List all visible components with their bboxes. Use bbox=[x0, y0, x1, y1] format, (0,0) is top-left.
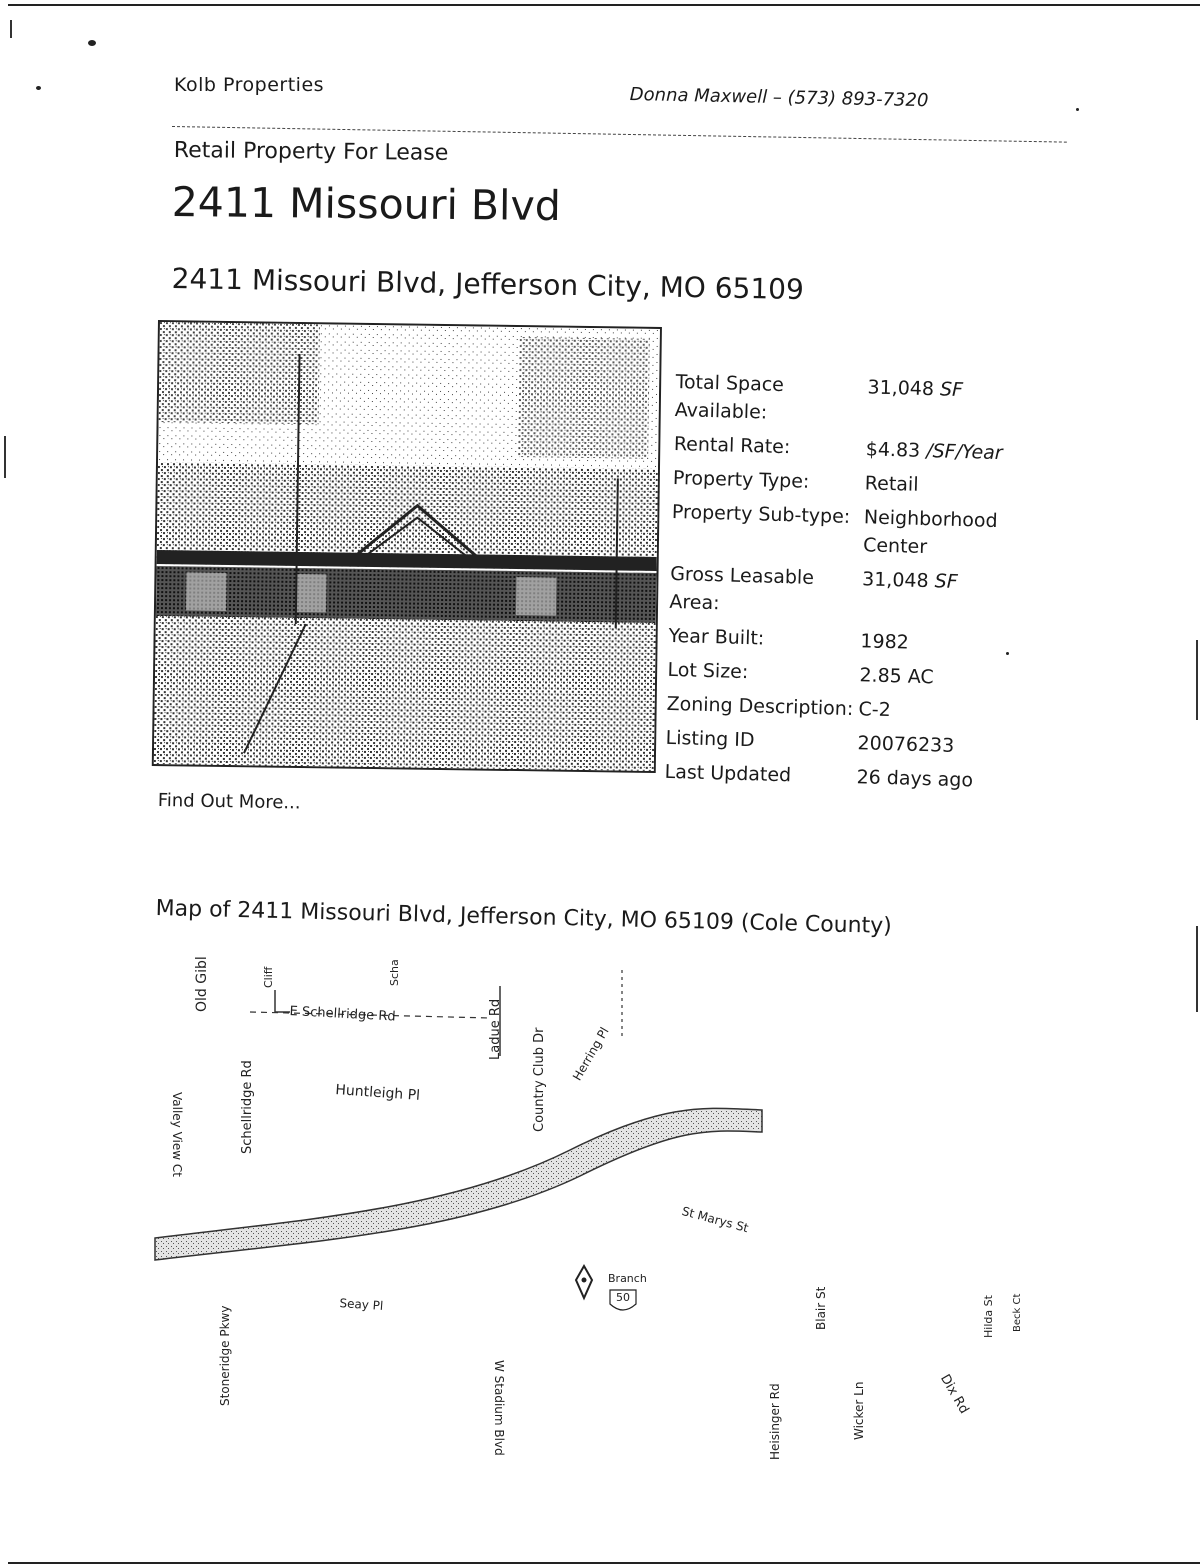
street-label-old-gibl: Old Gibl bbox=[194, 956, 210, 1012]
route-50-label: 50 bbox=[616, 1291, 630, 1304]
detail-value-text: $4.83 bbox=[865, 438, 921, 462]
page-border-bottom bbox=[8, 1562, 1200, 1564]
detail-row bbox=[668, 622, 1029, 660]
detail-value-text: 26 days ago bbox=[856, 766, 974, 792]
scan-mark bbox=[1196, 926, 1198, 1012]
detail-unit: /SF/Year bbox=[925, 440, 1003, 465]
street-label-heisinger-rd: Heisinger Rd bbox=[768, 1383, 782, 1460]
street-label-schellridge-rd: Schellridge Rd bbox=[240, 1060, 255, 1154]
detail-row bbox=[666, 690, 1027, 728]
street-label-huntleigh-pl: Huntleigh Pl bbox=[334, 1082, 421, 1104]
street-label-country-club-dr: Country Club Dr bbox=[532, 1027, 547, 1132]
detail-value bbox=[859, 661, 1028, 694]
detail-value bbox=[857, 729, 1026, 762]
storefront-photo-image bbox=[154, 322, 660, 771]
detail-value-text: 20076233 bbox=[857, 732, 955, 757]
detail-value bbox=[865, 435, 1034, 468]
location-marker-icon bbox=[576, 1266, 592, 1298]
detail-label: Rental Rate: bbox=[673, 432, 791, 459]
agent-contact: Donna Maxwell – (573) 893-7320 bbox=[629, 84, 929, 112]
detail-label: Gross Leasable Area: bbox=[669, 562, 815, 615]
detail-value-text: 31,048 bbox=[867, 376, 935, 401]
detail-row bbox=[673, 430, 1034, 468]
company-name: Kolb Properties bbox=[174, 74, 325, 96]
scan-mark bbox=[10, 20, 12, 38]
detail-value bbox=[858, 695, 1027, 728]
detail-row bbox=[669, 560, 1030, 626]
scan-mark bbox=[1196, 640, 1198, 720]
detail-value bbox=[856, 763, 1025, 796]
detail-label: Listing ID bbox=[665, 726, 755, 752]
street-label-w-stadium-blvd: W Stadium Blvd bbox=[492, 1360, 506, 1456]
detail-label: Total Space Available: bbox=[674, 370, 785, 424]
detail-value bbox=[860, 627, 1029, 660]
detail-value-text: 1982 bbox=[860, 630, 910, 654]
street-label-valley-view-ct: Valley View Ct bbox=[170, 1092, 184, 1177]
detail-value bbox=[861, 565, 1030, 626]
detail-label: Year Built: bbox=[668, 624, 765, 650]
find-out-more-link[interactable]: Find Out More... bbox=[157, 790, 301, 814]
property-photo bbox=[152, 320, 662, 773]
detail-unit: SF bbox=[939, 378, 964, 402]
detail-label: Lot Size: bbox=[667, 658, 749, 684]
street-label-branch: Branch bbox=[608, 1272, 647, 1285]
street-label-stoneridge-pkwy: Stoneridge Pkwy bbox=[218, 1305, 232, 1406]
detail-value-text: 31,048 bbox=[861, 568, 929, 593]
scan-speck bbox=[36, 86, 41, 90]
detail-row bbox=[667, 656, 1028, 694]
street-label-e-schellridge-rd: E Schellridge Rd bbox=[289, 1004, 396, 1025]
street-label-scha: Scha bbox=[388, 959, 401, 986]
street-label-wicker-ln: Wicker Ln bbox=[852, 1381, 866, 1440]
page-title: 2411 Missouri Blvd bbox=[171, 178, 562, 231]
detail-label: Zoning Description: bbox=[666, 692, 854, 721]
property-details bbox=[664, 368, 1036, 802]
listing-address: 2411 Missouri Blvd, Jefferson City, MO 65109 bbox=[171, 262, 805, 307]
detail-unit: SF bbox=[934, 570, 958, 593]
detail-value bbox=[864, 469, 1033, 502]
street-label-herring-pl: Herring Pl bbox=[570, 1024, 612, 1083]
street-label-dix-rd: Dix Rd bbox=[937, 1372, 972, 1417]
detail-row bbox=[665, 724, 1026, 762]
detail-row bbox=[673, 464, 1034, 502]
detail-value-text: Retail bbox=[864, 472, 919, 496]
street-label-cliff: Cliff bbox=[262, 966, 275, 988]
listing-category: Retail Property For Lease bbox=[173, 138, 449, 166]
street-label-beck-ct: Beck Ct bbox=[1012, 1293, 1023, 1332]
detail-row bbox=[671, 498, 1032, 564]
detail-row bbox=[674, 368, 1035, 434]
scan-speck bbox=[1076, 108, 1079, 111]
detail-label: Property Sub-type: bbox=[671, 500, 851, 528]
street-label-seay-pl: Seay Pl bbox=[339, 1296, 384, 1314]
detail-label: Last Updated bbox=[664, 760, 792, 787]
street-label-hilda-st: Hilda St bbox=[982, 1295, 995, 1338]
street-label-st-marys-st: St Marys St bbox=[680, 1204, 750, 1236]
detail-value-text: Neighborhood Center bbox=[862, 506, 998, 559]
street-label-blair-st: Blair St bbox=[814, 1286, 828, 1330]
area-map bbox=[150, 940, 1050, 1560]
scan-speck bbox=[88, 40, 96, 46]
detail-row bbox=[664, 758, 1025, 796]
detail-value bbox=[866, 373, 1035, 434]
page-border-top bbox=[8, 4, 1200, 6]
detail-value-text: C-2 bbox=[858, 698, 892, 722]
street-label-ladue-rd: Ladue Rd bbox=[488, 998, 503, 1060]
detail-label: Property Type: bbox=[672, 466, 810, 493]
map-title: Map of 2411 Missouri Blvd, Jefferson City, MO 65109 (Cole County) bbox=[155, 896, 893, 939]
detail-value-text: 2.85 AC bbox=[859, 664, 935, 689]
scan-mark bbox=[4, 436, 6, 478]
detail-value bbox=[863, 503, 1032, 564]
